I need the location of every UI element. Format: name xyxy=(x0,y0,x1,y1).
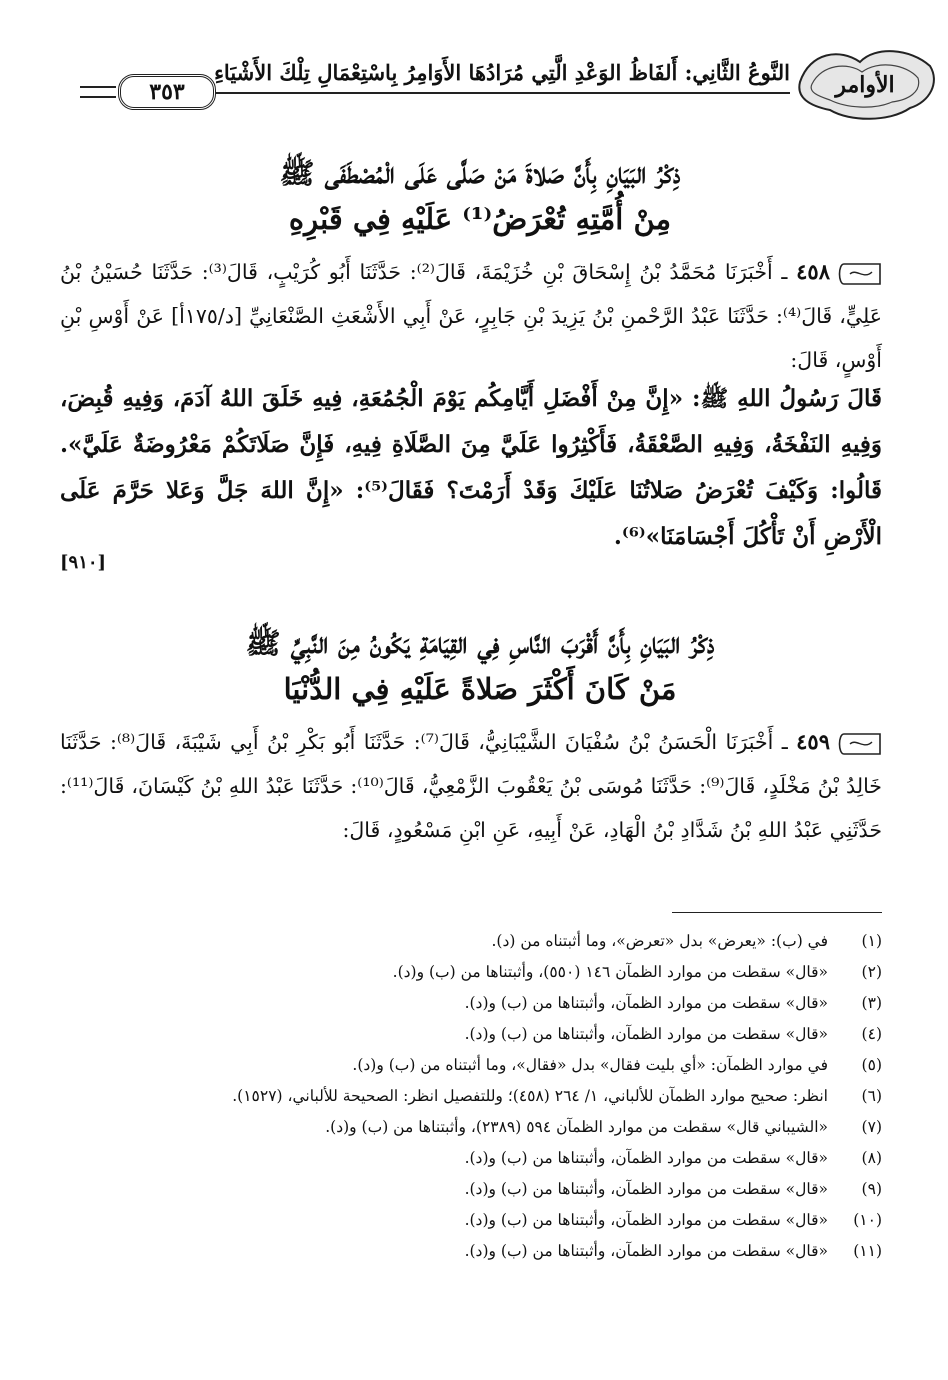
footnote-item xyxy=(60,1019,882,1050)
footnote-text: «الشيباني قال» سقطت من موارد الظمآن ٥٩٤ (٢٣٨٩)، وأثبتناها من (ب) و(د). xyxy=(325,1118,828,1136)
footnote-number: (٨) xyxy=(861,1149,882,1167)
footnote-number: (٣) xyxy=(861,994,882,1012)
hadith-marker-icon xyxy=(836,260,882,288)
section-heading-1 xyxy=(80,150,880,242)
footnote-item xyxy=(60,1081,882,1112)
footnote-divider xyxy=(672,912,882,913)
footnote-text: «قال» سقطت من موارد الظمآن ١٤٦ (٥٥٠)، وأثبتناها من (ب) و(د). xyxy=(392,963,828,981)
footnote-item xyxy=(60,1112,882,1143)
footnote-number: (٤) xyxy=(861,1025,882,1043)
page-number: ٣٥٣ xyxy=(118,74,216,110)
footnote-text: انظر: صحيح موارد الظمآن للألباني، ١/ ٢٦٤ (٤٥٨)؛ وللتفصيل انظر: الصحيحة للألباني، (١٥٢٧). xyxy=(232,1087,828,1105)
footnote-text: «قال» سقطت من موارد الظمآن، وأثبتناها من (ب) و(د). xyxy=(464,1211,828,1229)
footnote-text: «قال» سقطت من موارد الظمآن، وأثبتناها من (ب) و(د). xyxy=(464,1180,828,1198)
header-divider xyxy=(200,92,790,94)
hadith-458-matn: قَالَ رَسُولُ اللهِ ﷺ: «إِنَّ مِنْ أَفْضَلِ أَيَّامِكُم يَوْمَ الْجُمُعَةِ، فِيهِ خَلَقَ اللهُ آدَمَ، وَفِيهِ قُبِضَ، وَفِيهِ النَفْخَةُ، وَفِيهِ الصَّعْقَةُ، فَأَكْثِرُوا عَلَيَّ مِنَ الصَّلَاةِ فِيهِ، فَإِنَّ صَلَاتَكُمْ مَعْرُوضَةٌ عَلَيَّ». قَالُوا: وَكَيْفَ تُعْرَضُ صَلاتُنَا عَلَيْكَ وَقَدْ أَرَمْتَ؟ فَقَالَ⁽⁵⁾: «إِنَّ اللهَ جَلَّ وَعَلا حَرَّمَ عَلَى الْأَرْضِ أَنْ تَأْكُلَ أَجْسَامَنَا»⁽⁶⁾. xyxy=(60,385,883,550)
section-heading-2 xyxy=(80,620,880,712)
hadith-459-isnad xyxy=(60,720,882,852)
footnote-item xyxy=(60,957,882,988)
footnotes xyxy=(60,926,882,1267)
section-heading-1-line-2: مِنْ أُمَّتِهِ تُعْرَضُ⁽¹⁾ عَلَيْهِ فِي قَبْرِهِ xyxy=(288,202,672,236)
hadith-458-reference: [٩١٠] xyxy=(60,552,107,573)
footnote-text: «قال» سقطت من موارد الظمآن، وأثبتناها من (ب) و(د). xyxy=(464,1025,828,1043)
footnote-number: (٢) xyxy=(861,963,882,981)
footnote-number: (٦) xyxy=(861,1087,882,1105)
header-double-rule xyxy=(80,86,116,98)
header-divider-left xyxy=(210,92,250,94)
footnote-text: في (ب): «يعرض» بدل «تعرض»، وما أثبتناه من (د). xyxy=(491,932,828,950)
hadith-459-isnad-text: ـ أَخْبَرَنَا الْحَسَنُ بْنُ سُفْيَانَ الشَّيْبَانِيُّ، قَالَ⁽⁷⁾: حَدَّثَنَا أَبُو بَكْرِ بْنُ أَبِي شَيْبَةَ، قَالَ⁽⁸⁾: حَدَّثَنَا خَالِدُ بْنُ مَخْلَدٍ، قَالَ⁽⁹⁾: حَدَّثَنَا مُوسَى بْنُ يَعْقُوبَ الزَّمْعِيُّ، قَالَ⁽¹⁰⁾: حَدَّثَنَا عَبْدُ اللهِ بْنُ كَيْسَانَ، قَالَ⁽¹¹⁾: حَدَّثَنِي عَبْدُ اللهِ بْنُ شَدَّادِ بْنُ الْهَادِ، عَنْ أَبِيهِ، عَنِ ابْنِ مَسْعُودٍ، قَالَ: xyxy=(60,730,882,842)
footnote-number: (٩) xyxy=(861,1180,882,1198)
footnote-item xyxy=(60,1050,882,1081)
footnote-text: «قال» سقطت من موارد الظمآن، وأثبتناها من (ب) و(د). xyxy=(464,1149,828,1167)
footnote-item xyxy=(60,926,882,957)
page-header xyxy=(80,42,940,132)
footnote-item xyxy=(60,1236,882,1267)
running-title: النَّوعُ الثَّانِي: أَلفَاظُ الوَعْدِ الَّتِي مُرَادُهَا الأَوَامِرُ بِاسْتِعْمَالِ تِلْكَ الأَشْيَاءِ xyxy=(214,60,790,85)
section-heading-1-line-1: ذِكْرُ البَيَانِ بِأَنَّ صَلاةَ مَنْ صَلَّى عَلَى الْمُصْطَفَى ﷺ xyxy=(279,156,681,190)
hadith-marker-icon xyxy=(836,730,882,758)
footnote-text: «قال» سقطت من موارد الظمآن، وأثبتناها من (ب) و(د). xyxy=(464,1242,828,1260)
footnote-item xyxy=(60,1205,882,1236)
section-heading-2-line-1: ذِكْرُ البَيَانِ بِأَنَّ أَقْرَبَ النَّاسِ فِي القِيَامَةِ يَكُونُ مِنَ النَّبِيِّ ﷺ xyxy=(245,626,715,660)
footnote-item xyxy=(60,1143,882,1174)
footnote-number: (١١) xyxy=(853,1242,882,1260)
footnote-number: (١٠) xyxy=(853,1211,882,1229)
section-heading-2-line-2: مَنْ كَانَ أَكْثَرَ صَلاةً عَلَيْهِ فِي الدُّنْيَا xyxy=(283,672,677,706)
footnote-item xyxy=(60,1174,882,1205)
footnote-text: «قال» سقطت من موارد الظمآن، وأثبتناها من (ب) و(د). xyxy=(464,994,828,1012)
footnote-number: (١) xyxy=(861,932,882,950)
section-badge-icon xyxy=(790,42,940,124)
hadith-458-isnad-text: ـ أَخْبَرَنَا مُحَمَّدُ بْنُ إِسْحَاقَ بْنِ خُزَيْمَةَ، قَالَ⁽²⁾: حَدَّثَنَا أَبُو كُرَيْبٍ، قَالَ⁽³⁾: حَدَّثَنَا حُسَيْنُ بْنُ عَلِيٍّ، قَالَ⁽⁴⁾: حَدَّثَنَا عَبْدُ الرَّحْمنِ بْنُ يَزِيدَ بْنِ جَابِرٍ، عَنْ أَبِي الأَشْعَثِ الصَّنْعَانِيِّ [د/١٧٥أ] عَنْ أَوْسِ بْنِ أَوْسٍ، قَالَ: xyxy=(60,260,882,372)
hadith-458-isnad xyxy=(60,250,882,382)
section-badge-label: الأوامر xyxy=(835,72,895,98)
footnote-number: (٥) xyxy=(861,1056,882,1074)
footnote-item xyxy=(60,988,882,1019)
hadith-458-number: ٤٥٨ xyxy=(796,259,830,284)
footnote-text: في موارد الظمآن: «أي بليت فقال» بدل «فقال»، وما أثبتناه من (ب) و(د). xyxy=(352,1056,828,1074)
footnote-number: (٧) xyxy=(861,1118,882,1136)
hadith-459-number: ٤٥٩ xyxy=(796,729,830,754)
